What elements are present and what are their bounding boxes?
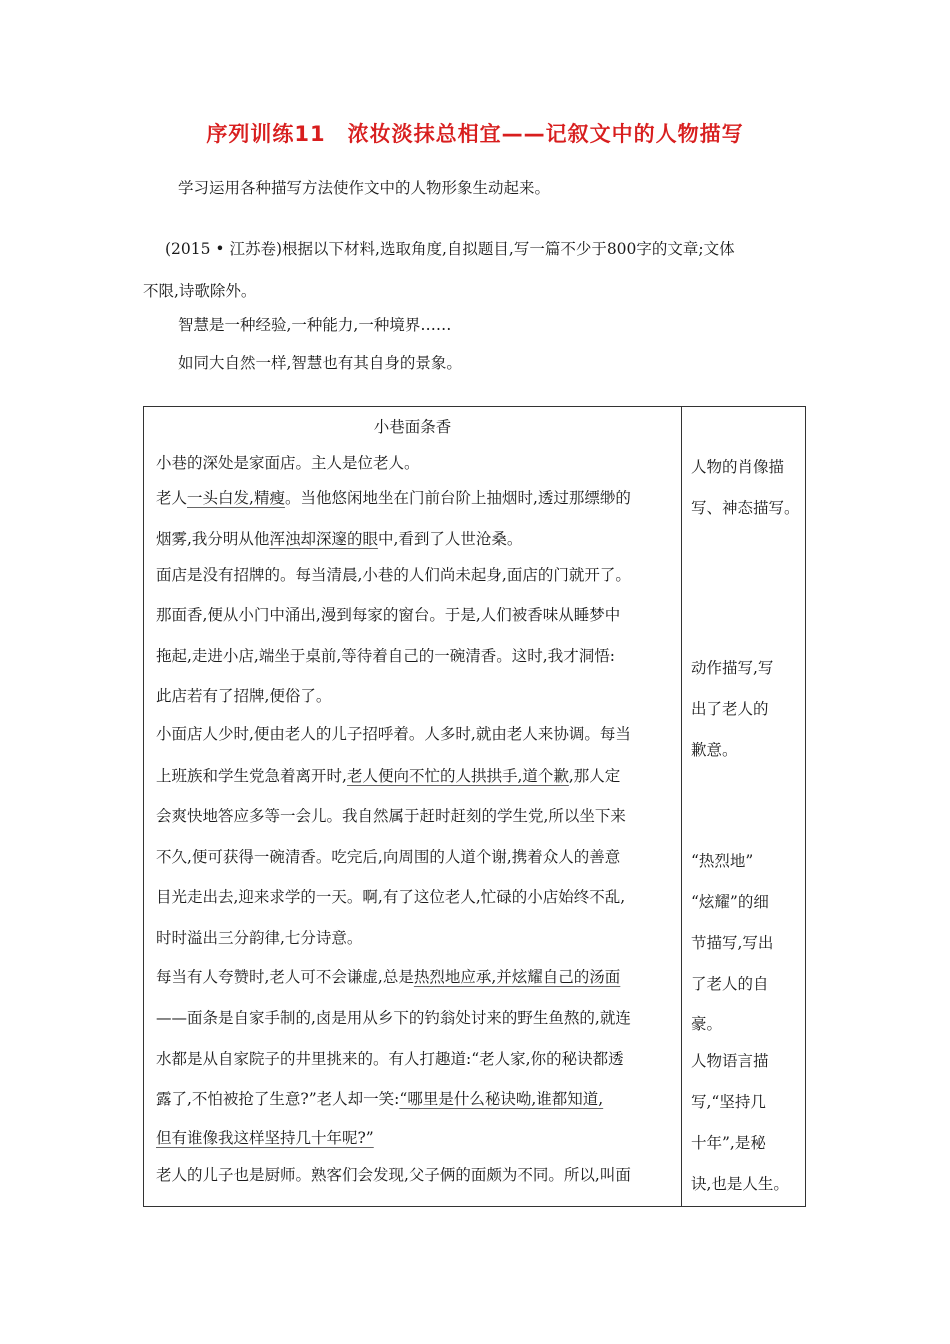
prompt-line-2: 不限,诗歌除外。 <box>143 282 257 300</box>
note-line-8: 节描写,写出 <box>691 934 774 952</box>
essay-line-2: 老人一头白发,精瘦。当他悠闲地坐在门前台阶上抽烟时,透过那缥缈的 <box>156 489 631 507</box>
note-line-4: 出了老人的 <box>691 700 769 718</box>
essay-table <box>143 406 806 1207</box>
essay-line-6: 拖起,走进小店,端坐于桌前,等待着自己的一碗清香。这时,我才洞悟: <box>156 647 615 665</box>
essay-line-13: 时时溢出三分韵律,七分诗意。 <box>156 929 363 947</box>
essay-line-3: 烟雾,我分明从他浑浊却深邃的眼中,看到了人世沧桑。 <box>156 530 523 548</box>
note-line-1: 人物的肖像描 <box>691 458 785 476</box>
note-line-9: 了老人的自 <box>691 975 769 993</box>
essay-line-1: 小巷的深处是家面店。主人是位老人。 <box>156 454 420 472</box>
underlined-action: 老人便向不忙的人拱拱手,道个歉 <box>346 767 569 785</box>
intro-text: 学习运用各种描写方法使作文中的人物形象生动起来。 <box>178 179 551 197</box>
essay-line-18 <box>156 1126 374 1148</box>
note-line-2: 写、神态描写。 <box>691 499 800 517</box>
essay-line-12: 目光走出去,迎来求学的一天。啊,有了这位老人,忙碌的小店始终不乱, <box>156 888 626 906</box>
column-divider <box>681 407 682 1206</box>
essay-line-10: 会爽快地答应多等一会儿。我自然属于赶时赶刻的学生党,所以坐下来 <box>156 807 626 825</box>
note-line-10: 豪。 <box>691 1015 723 1033</box>
underlined-eyes: 浑浊却深邃的眼 <box>269 530 378 548</box>
essay-line-5: 那面香,便从小门中涌出,漫到每家的窗台。于是,人们被香味从睡梦中 <box>156 606 621 624</box>
essay-line-19: 老人的儿子也是厨师。熟客们会发现,父子俩的面颇为不同。所以,叫面 <box>156 1166 631 1184</box>
note-line-6: “热烈地” <box>691 852 754 870</box>
essay-line-14: 每当有人夸赞时,老人可不会谦虚,总是热烈地应承,并炫耀自己的汤面 <box>156 968 621 986</box>
essay-line-9: 上班族和学生党急着离开时,老人便向不忙的人拱拱手,道个歉,那人定 <box>156 767 621 785</box>
essay-line-7: 此店若有了招牌,便俗了。 <box>156 687 332 705</box>
underlined-portrait: 一头白发,精瘦 <box>187 489 285 507</box>
essay-line-17: 露了,不怕被抢了生意?”老人却一笑:“哪里是什么秘诀呦,谁都知道, <box>156 1090 604 1108</box>
underlined-speech: “哪里是什么秘诀呦,谁都知道, <box>399 1090 604 1108</box>
underlined-boast: 热烈地应承,并炫耀自己的汤面 <box>413 968 621 986</box>
essay-line-4: 面店是没有招牌的。每当清晨,小巷的人们尚未起身,面店的门就开了。 <box>156 566 631 584</box>
note-line-3: 动作描写,写 <box>691 659 774 677</box>
prompt-line-1: (2015 • 江苏卷)根据以下材料,选取角度,自拟题目,写一篇不少于800字的文章;文体 <box>165 240 735 258</box>
prompt-line-3: 智慧是一种经验,一种能力,一种境界…… <box>178 316 452 334</box>
prompt-line-4: 如同大自然一样,智慧也有其自身的景象。 <box>178 354 462 372</box>
essay-line-11: 不久,便可获得一碗清香。吃完后,向周围的人道个谢,携着众人的善意 <box>156 848 621 866</box>
note-line-7: “炫耀”的细 <box>691 893 769 911</box>
essay-line-16: 水都是从自家院子的井里挑来的。有人打趣道:“老人家,你的秘诀都透 <box>156 1050 624 1068</box>
underlined-speech-cont: 但有谁像我这样坚持几十年呢?” <box>156 1129 374 1147</box>
essay-line-15: ——面条是自家手制的,卤是用从乡下的钓翁处讨来的野生鱼熬的,就连 <box>156 1009 631 1027</box>
note-line-14: 诀,也是人生。 <box>691 1175 789 1193</box>
note-line-12: 写,“坚持几 <box>691 1093 766 1111</box>
note-line-13: 十年”,是秘 <box>691 1134 766 1152</box>
note-line-5: 歉意。 <box>691 741 738 759</box>
note-line-11: 人物语言描 <box>691 1052 769 1070</box>
essay-line-8: 小面店人少时,便由老人的儿子招呼着。人多时,就由老人来协调。每当 <box>156 725 631 743</box>
essay-title: 小巷面条香 <box>373 418 452 436</box>
page-title: 序列训练11 浓妆淡抹总相宜——记叙文中的人物描写 <box>206 122 744 146</box>
